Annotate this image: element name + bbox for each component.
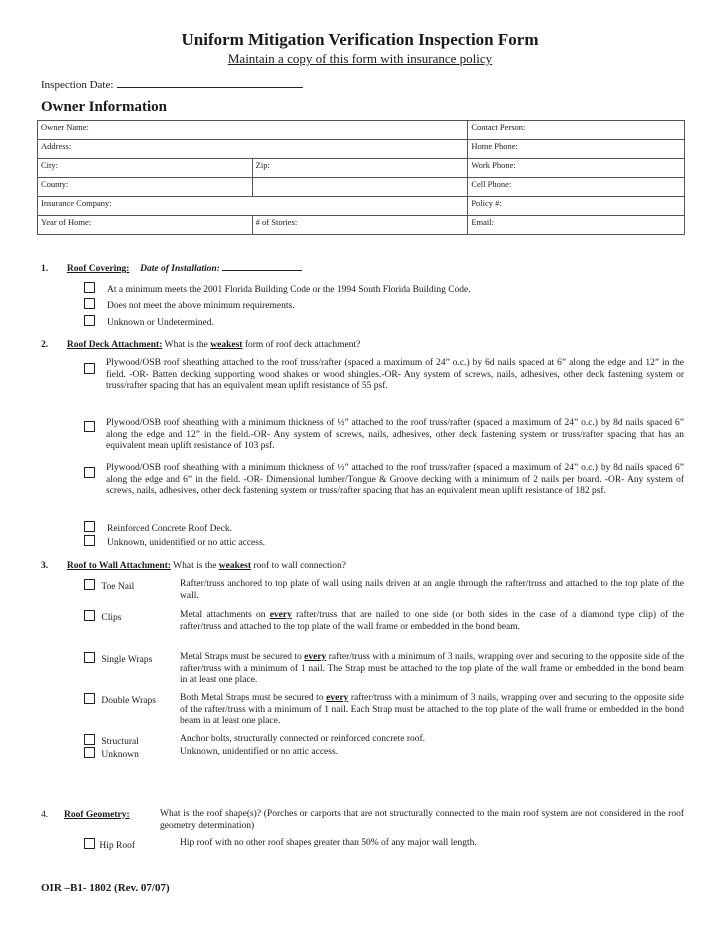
q4-number: 4. [41,810,49,820]
q1-option-2[interactable]: Does not meet the above minimum requirements. [84,295,295,313]
form-id: OIR –B1- 1802 (Rev. 07/07) [41,882,170,894]
q1-option-1[interactable]: At a minimum meets the 2001 Florida Building Code or the 1994 South Florida Building Code. [84,279,471,297]
checkbox[interactable] [84,579,95,590]
q3-number: 3. [41,561,49,571]
checkbox[interactable] [84,315,95,326]
q3-option-toe-nail[interactable]: Toe Nail [84,579,134,594]
home-phone-field[interactable]: Home Phone: [468,140,685,159]
q3-option-unknown[interactable]: Unknown [84,747,139,762]
table-row [38,159,685,178]
checkbox[interactable] [84,652,95,663]
checkbox[interactable] [84,521,95,532]
zip-field[interactable]: Zip: [252,159,468,178]
work-phone-field[interactable]: Work Phone: [468,159,685,178]
county-field[interactable]: County: [38,178,253,197]
q1-option-3[interactable]: Unknown or Undetermined. [84,312,214,330]
q1-heading [41,261,302,275]
checkbox[interactable] [84,747,95,758]
q3-option-single-wraps[interactable]: Single Wraps [84,652,152,667]
owner-info-table [37,120,685,235]
address-field[interactable]: Address: [38,140,468,159]
q3-desc-single-wraps: Metal Straps must be secured to every rafter/truss with a minimum of 3 nails, wrapping over and securing to the opposite side of the rafter/truss with a minimum of 1 nail. The Strap must be attached to the top plate of the wall frame or embedded in the bond beam in at least one place. [180,652,684,685]
q4-title: Roof Geometry: [64,810,130,820]
q3-option-double-wraps[interactable]: Double Wraps [84,693,156,708]
q2-option-3: Plywood/OSB roof sheathing with a minimum thickness of ½” attached to the roof truss/rafter (spaced a maximum of 24” o.c.) by 8d nails spaced 6” along the edge and 6” in the field. -OR- Dimensional lumber/Tongue & Groove decking with a minimum of 2 nails per board. -OR- Any system of screws, nails, adhesives, other deck fastening system or truss/rafter spacing that has an equivalent mean uplift resistance of 182 psf. [106,463,684,496]
table-row [38,178,685,197]
checkbox[interactable] [84,838,95,849]
table-row [38,216,685,235]
checkbox[interactable] [84,282,95,293]
year-of-home-field[interactable]: Year of Home: [38,216,253,235]
q3-option-structural[interactable]: Structural [84,734,139,749]
q4-question: What is the roof shape(s)? (Porches or carports that are not structurally connected to the main roof system are not considered in the roof geometry determination) [160,809,684,831]
form-title: Uniform Mitigation Verification Inspection Form [181,30,539,49]
q2-option-2: Plywood/OSB roof sheathing with a minimum thickness of ½” attached to the roof truss/rafter (spaced a maximum of 24” o.c.) by 8d nails spaced 6” along the edge and 12” in the field.-OR- Any system of screws, nails, adhesives, other deck fastening system or truss/rafter spacing that has an equivalent mean uplift resistance of 103 psf. [106,418,684,451]
q1-title: Roof Covering: [66,264,130,274]
checkbox[interactable] [84,535,95,546]
table-row [38,121,685,140]
stories-field[interactable]: # of Stories: [252,216,468,235]
inspection-date-label: Inspection Date: [41,79,114,91]
q3-desc-structural: Anchor bolts, structurally connected or reinforced concrete roof. [180,734,426,744]
q1-number: 1. [41,264,49,274]
q4-option-hip-roof[interactable]: Hip Roof [84,838,135,853]
checkbox[interactable] [84,610,95,621]
q3-option-clips[interactable]: Clips [84,610,121,625]
inspection-date-row [41,77,303,91]
county-blank-cell[interactable] [252,178,468,197]
city-field[interactable]: City: [38,159,253,178]
q3-title: Roof to Wall Attachment: [66,561,171,571]
q2-number: 2. [41,340,49,350]
q2-heading: 2. Roof Deck Attachment: What is the weakest form of roof deck attachment? [41,340,361,350]
checkbox[interactable] [84,734,95,745]
q3-desc-clips: Metal attachments on every rafter/truss that are nailed to one side (or both sides in the case of a diamond type clip) of the rafter/truss and attached to the top plate of the wall frame or embedded in the bond beam. [180,610,684,632]
q4-desc-hip-roof: Hip roof with no other roof shapes greater than 50% of any major wall length. [180,838,477,848]
owner-name-field[interactable]: Owner Name: [38,121,468,140]
q3-heading: 3. Roof to Wall Attachment: What is the weakest roof to wall connection? [41,561,346,571]
policy-number-field[interactable]: Policy #: [468,197,685,216]
checkbox[interactable] [84,693,95,704]
q2-option-3-checkbox[interactable] [84,464,95,482]
checkbox[interactable] [84,298,95,309]
form-subtitle: Maintain a copy of this form with insurance policy [227,51,493,66]
table-row [38,197,685,216]
q1-date-field[interactable] [222,261,302,271]
q3-desc-double-wraps: Both Metal Straps must be secured to every rafter/truss with a minimum of 3 nails, wrapping over and securing to the opposite side of the rafter/truss with a minimum of 1 nail. Each Strap must be attached to the top plate of the wall frame or embedded in the bond beam in at least one place. [180,693,684,726]
owner-info-heading: Owner Information [41,99,167,115]
email-field[interactable]: Email: [468,216,685,235]
contact-person-field[interactable]: Contact Person: [468,121,685,140]
table-row [38,140,685,159]
q2-option-1: Plywood/OSB roof sheathing attached to the roof truss/rafter (spaced a maximum of 24” o.c.) by 6d nails spaced at 6” along the edge and 12” in the field. -OR- Batten decking supporting wood shakes or wood shingles.-OR- Any system of screws, nails, adhesives, other deck fastening system or truss/rafter spacing that has an equivalent mean uplift resistance of 55 psf. [106,358,684,391]
q2-title: Roof Deck Attachment: [66,340,163,350]
q3-desc-unknown: Unknown, unidentified or no attic access. [180,747,339,757]
q3-desc-toe-nail: Rafter/truss anchored to top plate of wall using nails driven at an angle through the rafter/truss and attached to the top plate of the wall. [180,579,684,601]
q1-date-label: Date of Installation: [140,264,220,274]
inspection-date-field[interactable] [117,77,303,88]
q2-option-2-checkbox[interactable] [84,418,95,436]
q2-option-1-checkbox[interactable] [84,360,95,378]
q2-option-5[interactable]: Unknown, unidentified or no attic access. [84,532,265,550]
q2-option-4[interactable]: Reinforced Concrete Roof Deck. [84,518,232,536]
cell-phone-field[interactable]: Cell Phone: [468,178,685,197]
insurance-company-field[interactable]: Insurance Company: [38,197,468,216]
